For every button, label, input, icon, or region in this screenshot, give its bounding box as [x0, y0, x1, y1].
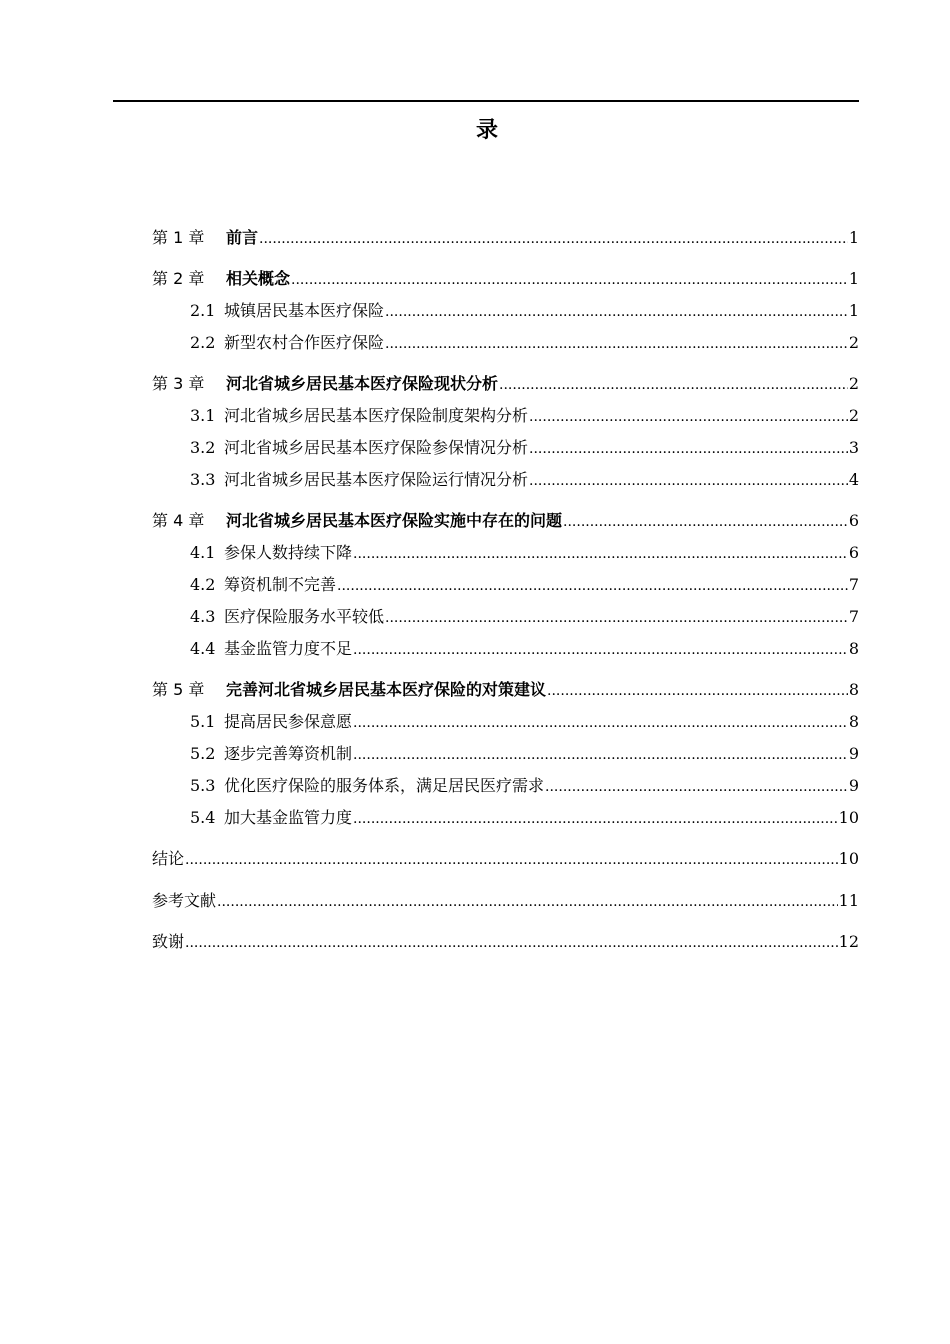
toc-entry-title: 结论	[152, 849, 185, 868]
toc-entry-number: 4.1	[190, 543, 216, 562]
toc-entry-title: 致谢	[152, 932, 185, 951]
toc-page-number: 1	[848, 269, 859, 288]
dot-leader	[385, 332, 848, 356]
dot-leader	[185, 931, 838, 955]
dot-leader	[353, 638, 848, 662]
toc-entry-title: 参考文献	[152, 891, 217, 910]
dot-leader	[385, 606, 848, 630]
toc-entry-number: 3.2	[190, 438, 216, 457]
toc-references[interactable]	[152, 889, 859, 913]
toc-page-number: 7	[848, 575, 859, 594]
dot-leader	[385, 300, 848, 324]
toc-entry-number: 第 1 章	[152, 228, 205, 247]
toc-entry-title: 筹资机制不完善	[224, 575, 337, 594]
dot-leader	[563, 510, 848, 534]
dot-leader	[529, 469, 848, 493]
toc-chapter-5[interactable]	[152, 678, 859, 702]
dot-leader	[217, 890, 838, 914]
toc-entry-number: 5.1	[190, 712, 216, 731]
toc-page-number: 12	[838, 932, 859, 951]
toc-entry-number: 5.3	[190, 776, 216, 795]
toc-page-number: 10	[838, 849, 859, 868]
dot-leader	[545, 775, 848, 799]
toc-entry-title: 参保人数持续下降	[224, 543, 353, 562]
toc-page-number: 11	[838, 891, 859, 910]
toc-section-3-3[interactable]	[190, 468, 859, 492]
toc-entry-title: 加大基金监管力度	[224, 808, 353, 827]
toc-section-5-1[interactable]	[190, 710, 859, 734]
toc-entry-number: 第 4 章	[152, 511, 205, 530]
toc-section-5-3[interactable]	[190, 774, 859, 798]
dot-leader	[353, 743, 848, 767]
toc-page-number: 8	[848, 639, 859, 658]
toc-entry-number: 4.3	[190, 607, 216, 626]
toc-entry-title: 逐步完善筹资机制	[224, 744, 353, 763]
dot-leader	[353, 711, 848, 735]
toc-page-number: 6	[848, 511, 859, 530]
toc-entry-number: 第 2 章	[152, 269, 205, 288]
toc-section-2-2[interactable]	[190, 331, 859, 355]
dot-leader	[529, 437, 848, 461]
toc-page-number: 10	[838, 808, 859, 827]
toc-entry-title: 河北省城乡居民基本医疗保险实施中存在的问题	[226, 511, 563, 530]
toc-chapter-4[interactable]	[152, 509, 859, 533]
toc-page-number: 8	[848, 680, 859, 699]
dot-leader	[529, 405, 848, 429]
toc-section-3-1[interactable]	[190, 404, 859, 428]
toc-section-4-3[interactable]	[190, 605, 859, 629]
toc-page-number: 1	[848, 228, 859, 247]
toc-entry-title: 优化医疗保险的服务体系，满足居民医疗需求	[224, 776, 545, 795]
dot-leader	[291, 268, 848, 292]
toc-page-number: 2	[848, 406, 859, 425]
toc-entry-title: 河北省城乡居民基本医疗保险运行情况分析	[224, 470, 529, 489]
toc-page-number: 9	[848, 744, 859, 763]
header-rule	[113, 100, 859, 102]
toc-entry-title: 前言	[226, 228, 259, 247]
toc-chapter-2[interactable]	[152, 267, 859, 291]
dot-leader	[353, 807, 838, 831]
toc-acknowledgements[interactable]	[152, 930, 859, 954]
toc-entry-number: 第 5 章	[152, 680, 205, 699]
toc-chapter-1[interactable]	[152, 226, 859, 250]
toc-section-4-4[interactable]	[190, 637, 859, 661]
toc-page-number: 4	[848, 470, 859, 489]
dot-leader	[337, 574, 848, 598]
dot-leader	[259, 227, 848, 251]
toc-page-number: 3	[848, 438, 859, 457]
toc-entry-title: 完善河北省城乡居民基本医疗保险的对策建议	[226, 680, 547, 699]
toc-entry-title: 城镇居民基本医疗保险	[224, 301, 385, 320]
toc-entry-title: 河北省城乡居民基本医疗保险现状分析	[226, 374, 499, 393]
toc-page-number: 2	[848, 374, 859, 393]
toc-entry-title: 提高居民参保意愿	[224, 712, 353, 731]
toc-section-4-2[interactable]	[190, 573, 859, 597]
toc-entry-title: 基金监管力度不足	[224, 639, 353, 658]
dot-leader	[547, 679, 848, 703]
dot-leader	[499, 373, 848, 397]
toc-entry-number: 第 3 章	[152, 374, 205, 393]
toc-conclusion[interactable]	[152, 847, 859, 871]
toc-entry-title: 河北省城乡居民基本医疗保险参保情况分析	[224, 438, 529, 457]
dot-leader	[353, 542, 848, 566]
toc-page-number: 6	[848, 543, 859, 562]
dot-leader	[185, 848, 838, 872]
page-title: 录	[475, 118, 498, 143]
toc-section-5-2[interactable]	[190, 742, 859, 766]
toc-entry-number: 5.4	[190, 808, 216, 827]
toc-page-number: 9	[848, 776, 859, 795]
toc-section-2-1[interactable]	[190, 299, 859, 323]
toc-entry-number: 5.2	[190, 744, 216, 763]
toc-section-5-4[interactable]	[190, 806, 859, 830]
toc-chapter-3[interactable]	[152, 372, 859, 396]
toc-entry-title: 相关概念	[226, 269, 291, 288]
toc-page-number: 8	[848, 712, 859, 731]
toc-entry-number: 4.4	[190, 639, 216, 658]
toc-page-number: 1	[848, 301, 859, 320]
toc-entry-title: 河北省城乡居民基本医疗保险制度架构分析	[224, 406, 529, 425]
toc-entry-title: 医疗保险服务水平较低	[224, 607, 385, 626]
toc-entry-number: 3.3	[190, 470, 216, 489]
toc-entry-number: 2.1	[190, 301, 216, 320]
toc-entry-number: 3.1	[190, 406, 216, 425]
toc-section-4-1[interactable]	[190, 541, 859, 565]
toc-entry-title: 新型农村合作医疗保险	[224, 333, 385, 352]
toc-section-3-2[interactable]	[190, 436, 859, 460]
toc-entry-number: 2.2	[190, 333, 216, 352]
toc-entry-number: 4.2	[190, 575, 216, 594]
toc-page-number: 7	[848, 607, 859, 626]
toc-page-number: 2	[848, 333, 859, 352]
